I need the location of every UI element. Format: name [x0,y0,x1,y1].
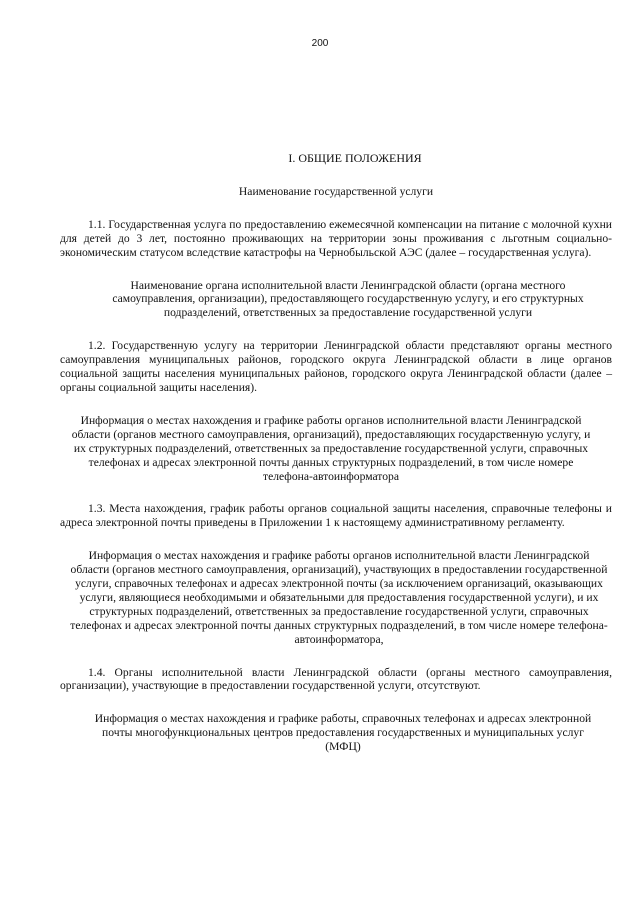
heading-mfc-info: Информация о местах нахождения и графике работы, справочных телефонах и адресах электронной почты многофункциональных центров предоставления государственных и муниципальных услуг (МФЦ) [94,712,592,754]
section-title: I. ОБЩИЕ ПОЛОЖЕНИЯ [288,151,422,165]
paragraph-1-3: 1.3. Места нахождения, график работы органов социальной защиты населения, справочные телефоны и адреса электронной почты приведены в Приложении 1 к настоящему административному регламенту. [60,502,612,530]
paragraph-1-2: 1.2. Государственную услугу на территории Ленинградской области представляют органы местного самоуправления муниципальных районов, городского округа Ленинградской области в лице органов социальной защиты населения муниципальных районов, городского округа Ленинградской области (далее – органы социальной защиты населения). [60,339,612,394]
paragraph-1-4: 1.4. Органы исполнительной власти Ленинградской области (органы местного самоуправления, организации), участвующие в предоставлении государственной услуги, отсутствуют. [60,665,612,693]
heading-location-info: Информация о местах нахождения и графике работы органов исполнительной власти Ленинградской области (органов местного самоуправления, организаций), предоставляющих государственную услугу, и их структурных подразделений, ответственных за предоставление государственной услуги, справочных телефонах и адресах электронной почты данных структурных подразделений, в том числе номере телефона-автоинформатора [71,413,591,483]
paragraph-1-1: 1.1. Государственная услуга по предоставлению ежемесячной компенсации на питание с молочной кухни для детей до 3 лет, постоянно проживающих на территории зоны проживания с льготным социально-экономическим статусом вследствие катастрофы на Чернобыльской АЭС (далее – государственная услуга). [60,217,612,259]
heading-participants-info: Информация о местах нахождения и графике работы органов исполнительной власти Ленинградской области (органов местного самоуправления, организаций), участвующих в предоставлении государственной услуги, справочных телефонах и адресах электронной почты (за исключением организаций, оказывающих услуги, являющиеся необходимыми и обязательными для предоставления государственной услуги), и их структурных подразделений, ответственных за предоставление государственной услуги, справочных телефонах и адресах электронной почты данных структурных подразделений, в том числе номере телефона-автоинформатора, [70,549,608,646]
document-body [60,152,612,773]
heading-authority-name: Наименование органа исполнительной власти Ленинградской области (органа местного самоуправления, организации), предоставляющего государственную услугу, и его структурных подразделений, ответственных за предоставление государственной услуги [112,278,584,320]
heading-service-name: Наименование государственной услуги [238,184,434,198]
page-number: 200 [311,38,329,49]
